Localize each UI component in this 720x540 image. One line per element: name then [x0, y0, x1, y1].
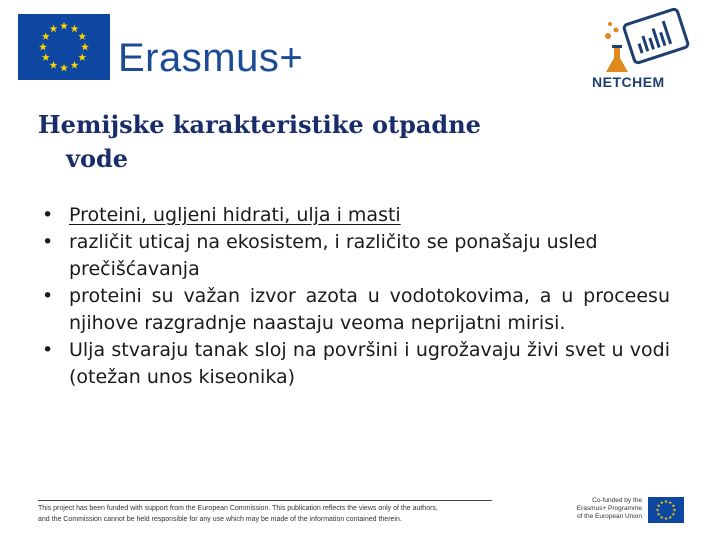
eu-star-icon — [664, 517, 667, 520]
cofunded-line-2: Erasmus+ Programme — [576, 505, 642, 512]
eu-star-icon — [669, 516, 672, 519]
cofunded-line-3: of the European Union — [576, 513, 642, 520]
eu-star-icon — [42, 53, 50, 61]
bullet-item — [42, 337, 670, 391]
eu-star-icon — [672, 504, 675, 507]
eu-star-icon — [656, 508, 659, 511]
eu-star-icon — [657, 504, 660, 507]
eu-star-icon — [71, 25, 79, 33]
cofunded-line-1: Co-funded by the — [592, 497, 642, 504]
slide-title — [38, 108, 678, 176]
eu-star-icon — [60, 22, 68, 30]
bullet-dot-icon: • — [42, 285, 54, 307]
bullet-list — [42, 202, 670, 391]
cofunded-label — [570, 497, 642, 521]
title-line-2: vode — [66, 144, 129, 173]
eu-star-icon — [78, 53, 86, 61]
footer-divider — [38, 500, 492, 501]
eu-flag-small-icon — [648, 497, 684, 523]
bullet-dot-icon: • — [42, 231, 54, 253]
eu-star-icon — [50, 25, 58, 33]
disclaimer-line-2: and the Commission cannot be held responsible for any use which may be made of the information contained therein. — [38, 516, 402, 523]
eu-star-icon — [660, 501, 663, 504]
bullet-text: Ulja stvaraju tanak sloj na površini i ugrožavaju živi svet u vodi (otežan unos kiseonika) — [69, 339, 670, 388]
eu-flag-icon — [18, 14, 110, 80]
eu-star-icon — [81, 43, 89, 51]
bullet-text: različit uticaj na ekosistem, i različito se ponašaju usled prečišćavanja — [69, 231, 598, 280]
bullet-dot-icon: • — [42, 204, 54, 226]
eu-star-icon — [50, 61, 58, 69]
footer-disclaimer — [38, 503, 508, 525]
eu-star-icon — [660, 516, 663, 519]
eu-star-icon — [672, 512, 675, 515]
eu-star-icon — [71, 61, 79, 69]
eu-stars-icon — [18, 14, 110, 80]
eu-star-icon — [673, 508, 676, 511]
disclaimer-line-1: This project has been funded with support from the European Commission. This publication reflects the views only of the authors, — [38, 505, 438, 512]
eu-star-icon — [669, 501, 672, 504]
eu-star-icon — [78, 32, 86, 40]
eu-star-icon — [657, 512, 660, 515]
bullet-text: proteini su važan izvor azota u vodotokovima, a u proceesu njihove razgradnje naastaju veoma neprijatni mirisi. — [69, 285, 670, 334]
bullet-item — [42, 283, 670, 337]
bullet-item — [42, 202, 670, 229]
eu-star-icon — [60, 64, 68, 72]
eu-star-icon — [664, 500, 667, 503]
netchem-label: NETCHEM — [592, 74, 665, 90]
eu-star-icon — [42, 32, 50, 40]
title-line-1: Hemijske karakteristike otpadne — [38, 110, 481, 139]
bullet-item — [42, 229, 670, 283]
bullet-dot-icon: • — [42, 339, 54, 361]
bullet-text: Proteini, ugljeni hidrati, ulja i masti — [69, 204, 401, 226]
eu-star-icon — [39, 43, 47, 51]
erasmus-plus-logo: Erasmus+ — [118, 36, 304, 80]
